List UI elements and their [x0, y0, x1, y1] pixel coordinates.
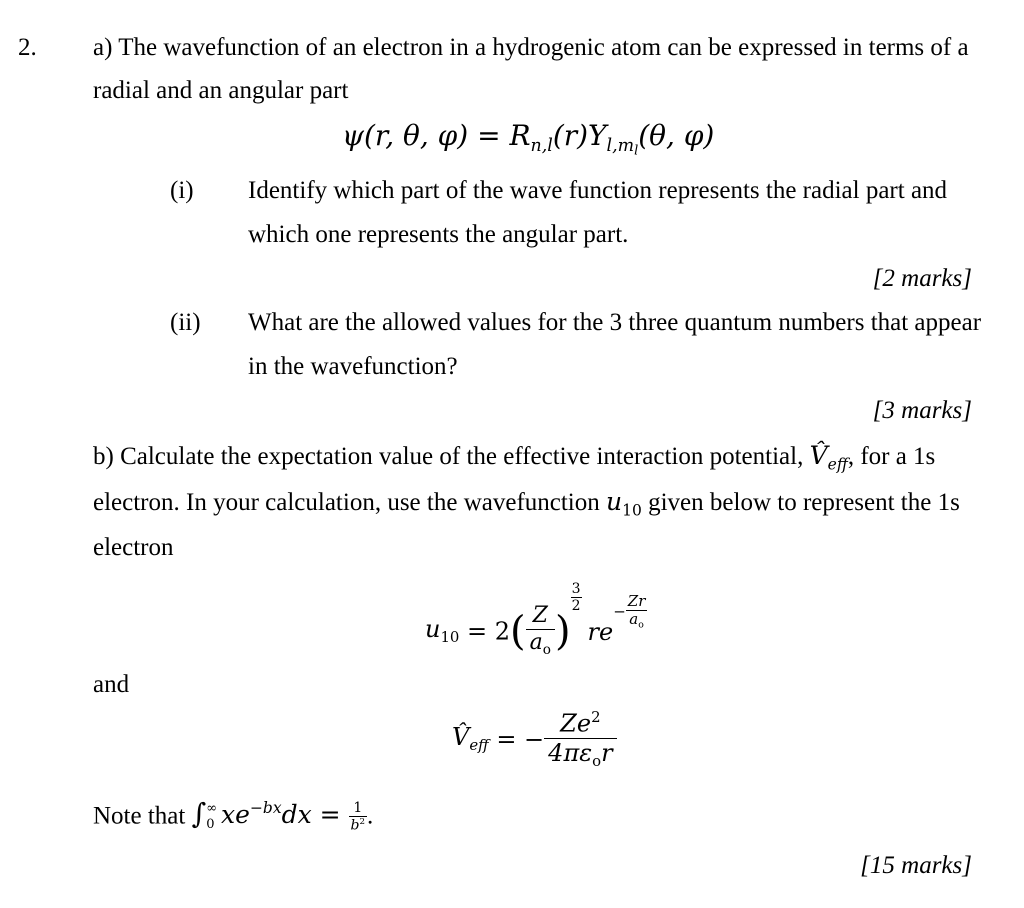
u10-equation: $u_{10} = 2$( $\frac{Z}{a_o}$ ) $\frac{3}{2}$ re− $\frac{Zr}{a_o}$	[425, 581, 646, 659]
item-i-line2: which one represents the angular part.	[248, 221, 629, 248]
item-ii-line1: What are the allowed values for the 3 three quantum numbers that appear	[248, 309, 982, 336]
part-a-intro-line1: a) The wavefunction of an electron in a hydrogenic atom can be expressed in terms of a	[93, 34, 969, 61]
item-ii-line2: in the wavefunction?	[248, 353, 458, 380]
wavefunction-equation: ψ(r, θ, $\varphi) = R_{n,l}(r)Y_{l,ml}(\theta$, φ)	[342, 119, 715, 159]
part-b-line1: b) Calculate the expectation value of the effective interaction potential, $V̂_{eff}$, for a 1s	[93, 441, 936, 474]
and-text: and	[93, 671, 130, 698]
part-b-line2: electron. In your calculation, use the wavefunction $u_{10}$ given below to represent the 1s	[93, 487, 960, 520]
item-ii-label: (ii)	[170, 309, 201, 336]
note-line: Note that ∫ ∞ 0 $xe^{-bx}dx$ = $\frac{1}{b^2}$ .	[93, 797, 374, 834]
part-b-marks: [15 marks]	[860, 852, 972, 879]
item-ii-marks: [3 marks]	[872, 397, 972, 424]
item-i-label: (i)	[170, 177, 194, 204]
item-i-line1: Identify which part of the wave function represents the radial part and	[248, 177, 948, 204]
part-b-line3: electron	[93, 534, 174, 561]
question-number: 2.	[18, 34, 37, 61]
part-a-intro-line2: radial and an angular part	[93, 77, 349, 104]
item-i-marks: [2 marks]	[872, 265, 972, 292]
veff-equation: $V̂_{eff}$ = − $\frac{Ze^2}{4\pi\varepsilon_or}$	[452, 710, 617, 769]
